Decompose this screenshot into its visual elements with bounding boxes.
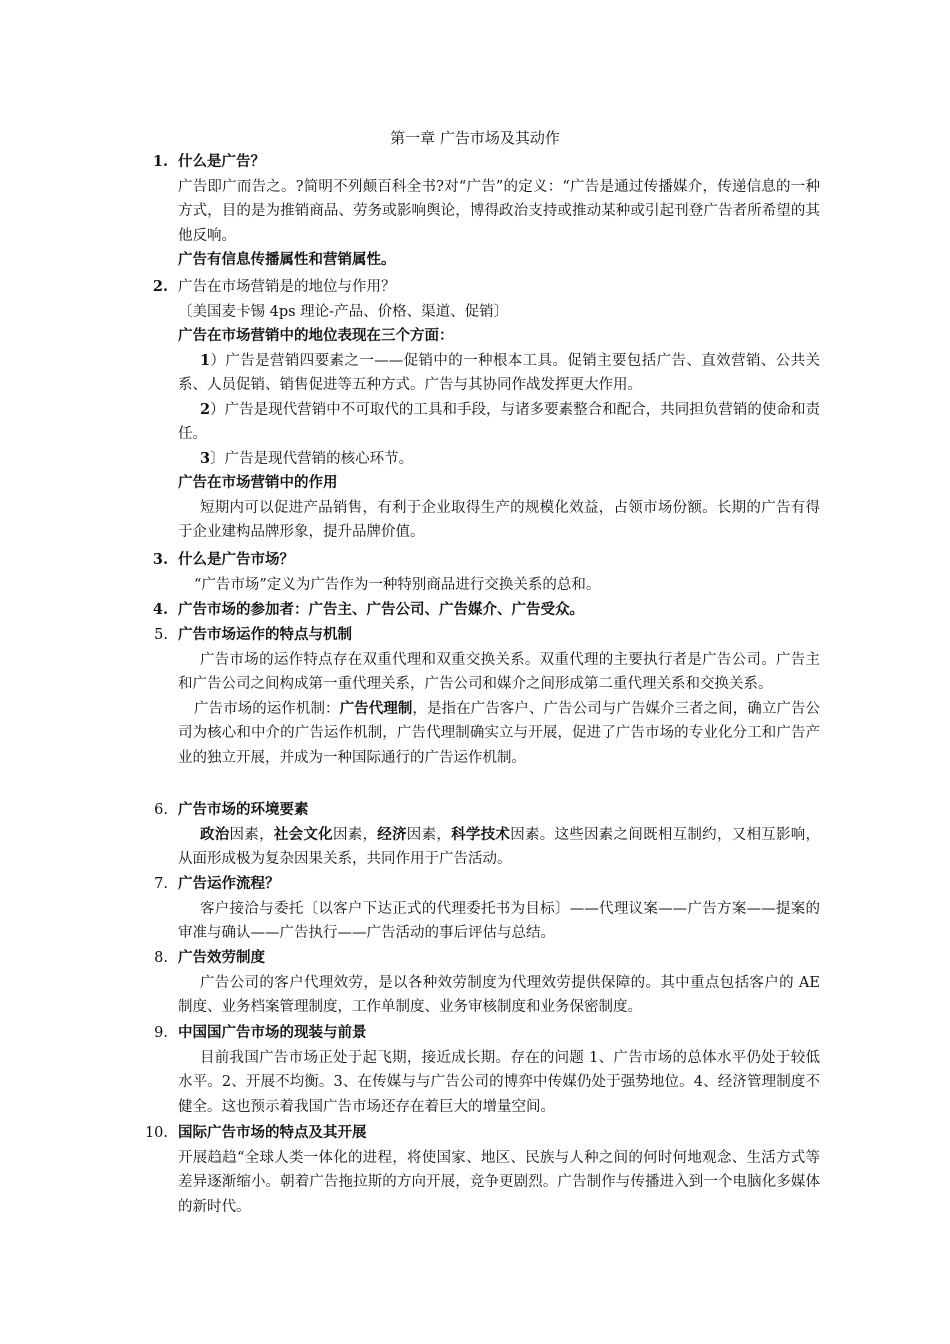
paragraph: 广告公司的客户代理效劳，是以各种效劳制度为代理效劳提供保障的。其中重点包括客户的 AE 制度、业务档案管理制度，工作单制度、业务审核制度和业务保密制度。: [178, 974, 820, 1015]
paragraph: 广告市场的运作特点存在双重代理和双重交换关系。双重代理的主要执行者是广告公司。广告主和广告公司之间构成第一重代理关系，广告公司和媒介之间形成第二重代理关系和交换关系。: [178, 651, 820, 692]
section-number: 9.: [154, 1025, 168, 1041]
section-heading: 广告在市场营销是的地位与作用？: [178, 279, 396, 295]
item-number: 1: [200, 351, 211, 369]
list-item: [178, 447, 820, 472]
emphasis: 科学技术: [451, 825, 511, 843]
text: 因素，: [229, 826, 274, 843]
paragraph: 目前我国广告市场正处于起飞期，接近成长期。存在的问题 1、广告市场的总体水平仍处于较低水平。2、开展不均衡。3、在传媒与与广告公司的博弈中传媒仍处于强势地位。4、经济管理制度不健全。这也预示着我国广告市场还存在着巨大的增量空间。: [178, 1049, 820, 1115]
section-heading: 中国国广告市场的现装与前景: [178, 1024, 367, 1041]
paragraph: 客户接洽与委托〔以客户下达正式的代理委托书为目标〕——代理议案——广告方案——提案的审准与确认——广告执行——广告活动的事后评估与总结。: [178, 900, 820, 941]
section-heading: 广告效劳制度: [178, 949, 265, 966]
emphasis: 政治: [200, 825, 230, 843]
section-heading: 广告市场的环境要素: [178, 801, 309, 818]
text: 因素，: [406, 826, 452, 843]
list-item: [178, 398, 820, 447]
item-number: 3: [200, 449, 211, 467]
paragraph: [178, 823, 820, 872]
paragraph: [178, 697, 820, 771]
section-number: 8.: [154, 950, 168, 966]
paragraph: 开展趋趋“全球人类一体化的进程，将使国家、地区、民族与人种之间的何时何地观念、生活方式等差异逐渐缩小。朝着广告拖拉斯的方向开展，竞争更剧烈。广告制作与传播进入到一个电脑化多媒体的新时代。: [178, 1149, 820, 1215]
paragraph: 短期内可以促进产品销售，有利于企业取得生产的规模化效益，占领市场份额。长期的广告有得于企业建构品牌形象，提升品牌价值。: [178, 499, 820, 540]
chapter-title: 第一章 广告市场及其动作: [390, 129, 560, 147]
text: 因素，: [332, 826, 378, 843]
emphasis: 广告代理制: [339, 699, 413, 717]
item-number: 2: [200, 400, 211, 418]
section-number: 3.: [152, 551, 168, 568]
subheading: 广告在市场营销中的地位表现在三个方面：: [178, 327, 454, 344]
section-number: 2.: [152, 278, 168, 295]
section-number: 4.: [152, 601, 168, 618]
paragraph: “广告市场”定义为广告作为一种特别商品进行交换关系的总和。: [194, 576, 601, 593]
bold-statement: 广告有信息传播属性和营销属性。: [178, 251, 396, 268]
section-heading: 广告运作流程？: [178, 875, 280, 892]
text: 广告市场的运作机制：: [194, 700, 340, 717]
paragraph: 广告即广而告之。?简明不列颠百科全书?对“广告”的定义：“广告是通过传播媒介，传递信息的一种方式，目的是为推销商品、劳务或影响舆论，博得政治支持或推动某种或引起刊登广告者所希望的其他反响。: [178, 178, 820, 244]
item-text: 〕广告是现代营销的核心环节。: [210, 450, 414, 467]
emphasis: 经济: [377, 825, 407, 843]
text: ，是指在广告客户、广告公司与广告媒介三者之间，确立广告公司为核心和中介的广告运作机制，广告代理制确实立与开展，促进了广告市场的专业化分工和广告产业的独立开展，并成为一种国际通行的广告运作机制。: [178, 700, 821, 766]
subheading: 广告在市场营销中的作用: [178, 474, 338, 491]
section-heading: 什么是广告市场？: [178, 551, 294, 568]
section-heading: 国际广告市场的特点及其开展: [178, 1124, 367, 1141]
section-number: 5.: [154, 627, 168, 643]
section-number: 10.: [144, 1125, 168, 1141]
text: 因素。这些因素之间既相互制约，又相互影响，从面形成极为复杂因果关系，共同作用于广告活动。: [178, 826, 821, 867]
item-text: ）广告是营销四要素之一——促销中的一种根本工具。促销主要包括广告、直效营销、公共关系、人员促销、销售促进等五种方式。广告与其协同作战发挥更大作用。: [178, 352, 820, 393]
section-number: 6.: [154, 802, 168, 818]
note: 〔美国麦卡锡 4ps 理论-产品、价格、渠道、促销〕: [178, 303, 509, 320]
section-heading: 广告市场的参加者：广告主、广告公司、广告媒介、广告受众。: [178, 601, 584, 618]
section-heading: 什么是广告？: [178, 153, 265, 170]
item-text: ）广告是现代营销中不可取代的工具和手段，与诸多要素整合和配合，共同担负营销的使命和责任。: [178, 401, 820, 442]
section-heading: 广告市场运作的特点与机制: [178, 626, 352, 643]
section-number: 1.: [152, 153, 168, 170]
section-number: 7.: [154, 876, 168, 892]
emphasis: 社会文化: [273, 825, 333, 843]
list-item: [178, 349, 820, 398]
